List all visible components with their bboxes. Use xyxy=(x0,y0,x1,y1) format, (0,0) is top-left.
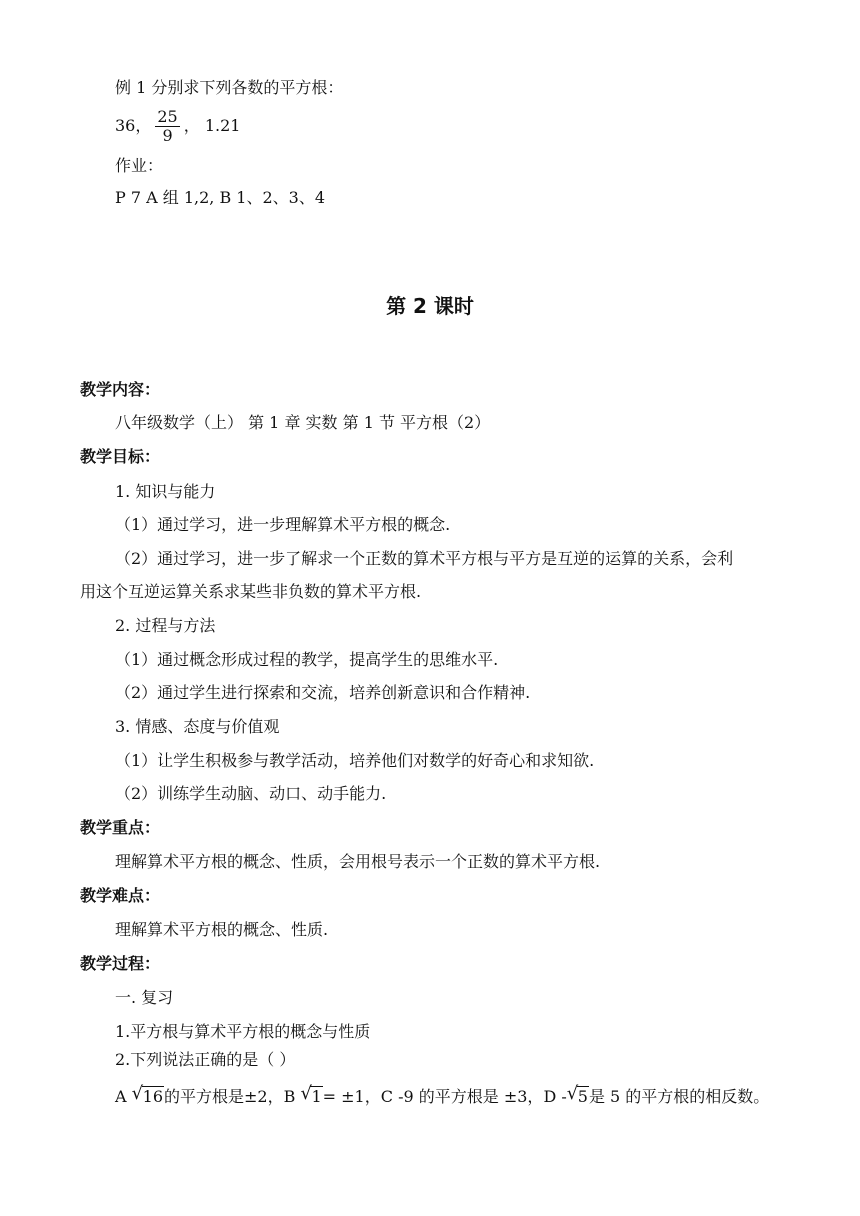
example-number-decimal: ， 1.21 xyxy=(183,116,241,135)
difficulties-label: 教学难点： xyxy=(80,886,161,905)
option-d-text: 是 5 的平方根的相反数。 xyxy=(588,1087,770,1106)
difficulties-text: 理解算术平方根的概念、性质. xyxy=(115,920,329,939)
goal-3-item-2: （2）训练学生动脑、动口、动手能力. xyxy=(115,784,387,803)
fraction-numerator: 25 xyxy=(157,107,178,126)
goals-label: 教学目标： xyxy=(80,447,161,466)
review-item-1: 1.平方根与算术平方根的概念与性质 xyxy=(115,1022,371,1041)
goal-2-item-2: （2）通过学生进行探索和交流，培养创新意识和合作精神. xyxy=(115,683,531,702)
option-d-radicand: 5 xyxy=(577,1087,588,1106)
option-d-minus: - xyxy=(561,1087,567,1106)
goal-2-item-1: （1）通过概念形成过程的教学，提高学生的思维水平. xyxy=(115,650,499,669)
fraction-denominator: 9 xyxy=(162,126,173,145)
review-options xyxy=(115,1083,770,1108)
review-item-2: 2.下列说法正确的是（ ） xyxy=(115,1050,296,1069)
goal-1-item-2-cont: 用这个互逆运算关系求某些非负数的算术平方根. xyxy=(80,582,422,601)
option-d-label: D xyxy=(543,1087,557,1106)
sqrt-icon: √ xyxy=(131,1083,144,1104)
option-b-text: = ±1， xyxy=(322,1087,381,1106)
example-fraction xyxy=(155,108,179,145)
example-numbers xyxy=(115,104,240,148)
option-b-radicand: 1 xyxy=(311,1087,322,1106)
lesson-title: 第 2 课时 xyxy=(386,294,474,318)
key-points-text: 理解算术平方根的概念、性质，会用根号表示一个正数的算术平方根. xyxy=(115,852,601,871)
option-c-text: C -9 的平方根是 ±3， xyxy=(380,1087,544,1106)
review-heading: 一. 复习 xyxy=(115,988,174,1007)
option-d-radical xyxy=(566,1083,589,1108)
goal-1-item-1: （1）通过学习，进一步理解算术平方根的概念. xyxy=(115,515,451,534)
example-number-36: 36， xyxy=(115,116,152,135)
sqrt-icon: √ xyxy=(566,1083,579,1104)
goal-3-item-1: （1）让学生积极参与教学活动，培养他们对数学的好奇心和求知欲. xyxy=(115,751,595,770)
process-label: 教学过程： xyxy=(80,954,161,973)
goal-1-item-2: （2）通过学习，进一步了解求一个正数的算术平方根与平方是互逆的运算的关系，会利 xyxy=(115,549,734,568)
content-text: 八年级数学（上） 第 1 章 实数 第 1 节 平方根（2） xyxy=(115,413,491,432)
goal-1-heading: 1. 知识与能力 xyxy=(115,482,216,501)
option-a-radical xyxy=(131,1083,164,1108)
goal-2-heading: 2. 过程与方法 xyxy=(115,616,216,635)
option-a-radicand: 16 xyxy=(142,1087,164,1106)
option-b-radical xyxy=(300,1083,322,1108)
sqrt-icon: √ xyxy=(300,1083,312,1104)
example-heading: 例 1 分别求下列各数的平方根： xyxy=(115,78,344,97)
key-points-label: 教学重点： xyxy=(80,818,161,837)
option-b-label: B xyxy=(283,1087,296,1106)
goal-3-heading: 3. 情感、态度与价值观 xyxy=(115,717,280,736)
homework-label: 作业： xyxy=(115,156,164,175)
option-a-text: 的平方根是±2， xyxy=(164,1087,284,1106)
homework-items: P 7 A 组 1,2, B 1、2、3、4 xyxy=(115,188,326,207)
content-label: 教学内容： xyxy=(80,380,161,399)
option-a-label: A xyxy=(115,1087,127,1106)
